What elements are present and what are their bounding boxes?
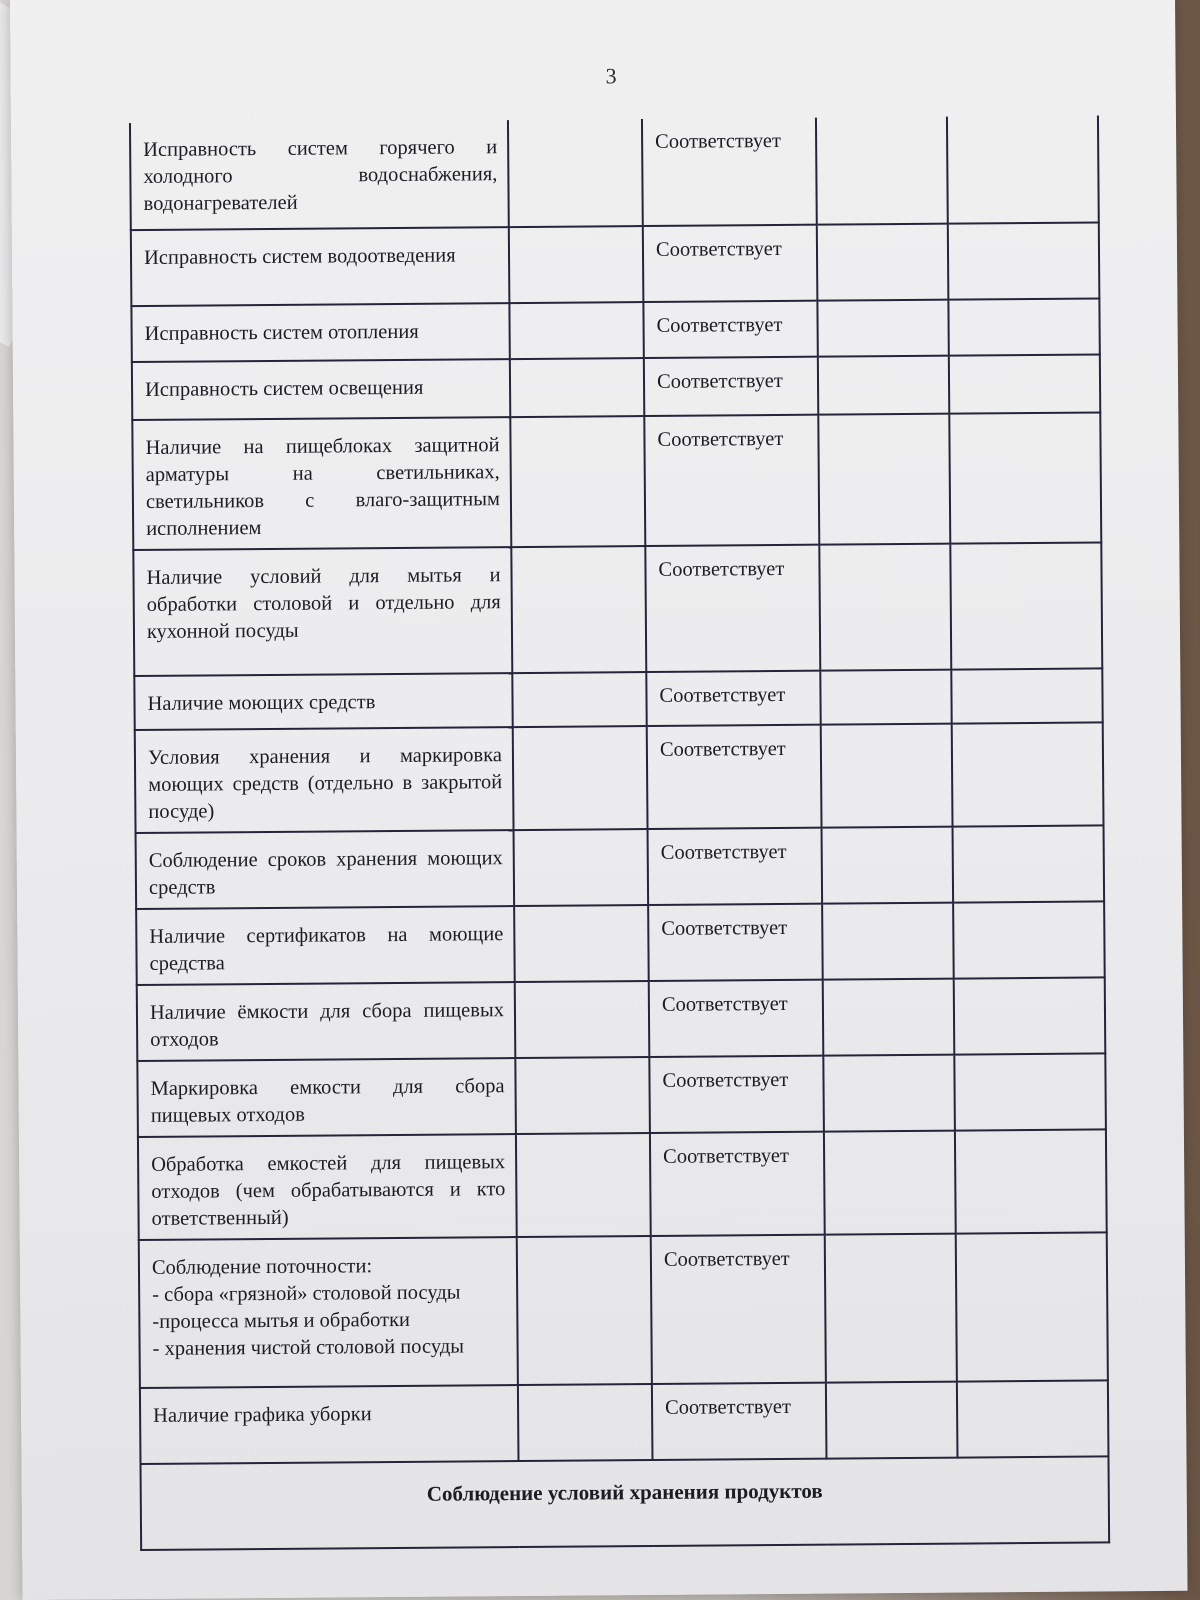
empty-cell <box>817 300 948 357</box>
empty-cell <box>825 1234 957 1383</box>
criterion-text: Наличие сертификатов на моющие средства <box>149 923 504 975</box>
status-cell <box>643 301 817 358</box>
empty-cell <box>518 1384 653 1461</box>
empty-cell <box>953 825 1105 902</box>
status-text: Соответствует <box>663 1144 790 1168</box>
empty-cell <box>510 358 644 417</box>
empty-cell <box>948 222 1100 299</box>
empty-cell <box>820 670 951 725</box>
status-text: Соответствует <box>659 737 786 761</box>
document-page <box>10 0 1188 1600</box>
status-cell <box>648 828 823 905</box>
status-text: Соответствует <box>662 1068 789 1092</box>
status-cell <box>649 1056 824 1133</box>
section-heading-cell <box>141 1456 1110 1550</box>
empty-cell <box>822 903 954 980</box>
criterion-text: Наличие графика уборки <box>153 1403 372 1427</box>
table-row <box>139 1232 1108 1388</box>
status-cell <box>652 1383 827 1460</box>
status-cell <box>642 118 817 226</box>
criterion-cell <box>131 227 510 306</box>
criterion-text: Соблюдение поточности: - сбора «грязной» столовой посуды -процесса мытья и обработки - хранения чистой столовой посуды <box>151 1255 465 1360</box>
criterion-cell <box>137 982 516 1061</box>
status-cell <box>647 725 822 829</box>
table-row <box>132 354 1100 420</box>
empty-cell <box>949 412 1101 543</box>
empty-cell <box>822 827 954 904</box>
empty-cell <box>512 672 646 727</box>
status-text: Соответствует <box>661 992 788 1016</box>
status-text: Соответствует <box>655 129 782 153</box>
empty-cell <box>514 905 649 982</box>
status-cell <box>650 1132 825 1236</box>
empty-cell <box>817 224 949 301</box>
empty-cell <box>950 542 1102 669</box>
empty-cell <box>826 1382 958 1459</box>
criterion-text: Исправность систем горячего и холодного водоснабжения, водонагревателей <box>143 136 498 215</box>
empty-cell <box>509 226 644 303</box>
empty-cell <box>948 298 1099 355</box>
empty-cell <box>517 1236 652 1385</box>
status-cell <box>645 545 820 672</box>
empty-cell <box>818 356 949 415</box>
criterion-cell <box>131 303 509 362</box>
empty-cell <box>816 117 948 225</box>
criterion-text: Маркировка емкости для сбора пищевых отходов <box>150 1075 505 1127</box>
empty-cell <box>954 977 1106 1054</box>
empty-cell <box>509 302 643 359</box>
status-cell <box>643 225 818 302</box>
criterion-cell <box>140 1385 519 1464</box>
empty-cell <box>955 1129 1107 1233</box>
empty-cell <box>949 354 1100 413</box>
criterion-cell <box>135 727 514 833</box>
status-cell <box>649 980 824 1057</box>
table-row <box>131 222 1100 306</box>
empty-cell <box>824 1131 956 1235</box>
status-text: Соответствует <box>655 237 782 261</box>
table-row <box>135 722 1104 833</box>
section-heading: Соблюдение условий хранения продуктов <box>426 1478 823 1506</box>
table-row <box>137 1053 1106 1137</box>
empty-cell <box>515 1057 650 1134</box>
criterion-cell <box>130 120 509 230</box>
status-text: Соответствует <box>656 313 783 337</box>
status-text: Соответствует <box>663 1247 790 1271</box>
empty-cell <box>513 726 648 830</box>
criterion-cell <box>132 417 511 550</box>
status-text: Соответствует <box>657 427 784 451</box>
table-row <box>137 977 1106 1061</box>
status-text: Соответствует <box>661 916 788 940</box>
criterion-cell <box>132 359 510 420</box>
table-row <box>132 412 1101 550</box>
criterion-cell <box>138 1134 517 1240</box>
empty-cell <box>953 901 1105 978</box>
status-cell <box>651 1235 826 1384</box>
empty-cell <box>511 546 646 673</box>
status-cell <box>648 904 823 981</box>
empty-cell <box>818 414 950 545</box>
table-row <box>134 668 1102 730</box>
criterion-text: Наличие ёмкости для сбора пищевых отходов <box>149 999 505 1051</box>
empty-cell <box>516 1133 651 1237</box>
table-row <box>140 1380 1109 1464</box>
criterion-text: Обработка емкостей для пищевых отходов (чем обрабатываются и кто ответственный) <box>151 1151 506 1230</box>
table-row <box>136 825 1105 909</box>
page-number: 3 <box>605 63 617 89</box>
criterion-text: Наличие моющих средств <box>147 691 376 715</box>
empty-cell <box>952 722 1104 826</box>
table-row <box>130 115 1099 230</box>
criterion-text: Условия хранения и маркировка моющих средств (отдельно в закрытой посуде) <box>147 744 503 823</box>
empty-cell <box>819 544 951 671</box>
criterion-text: Соблюдение сроков хранения моющих средств <box>148 847 503 899</box>
empty-cell <box>954 1053 1106 1130</box>
criterion-cell <box>139 1237 518 1388</box>
criterion-text: Исправность систем освещения <box>144 376 424 401</box>
empty-cell <box>514 829 649 906</box>
section-row <box>141 1456 1110 1550</box>
status-cell <box>644 357 818 416</box>
table-row <box>133 542 1102 676</box>
criterion-cell <box>133 547 512 676</box>
empty-cell <box>947 115 1099 223</box>
criterion-cell <box>137 1058 516 1137</box>
table-row <box>131 298 1099 362</box>
empty-cell <box>821 724 953 828</box>
criterion-cell <box>134 673 512 730</box>
status-text: Соответствует <box>664 1395 791 1419</box>
table-row <box>136 901 1105 985</box>
empty-cell <box>510 416 645 547</box>
criterion-text: Наличие условий для мытья и обработки столовой и отдельно для кухонной посуды <box>146 564 501 643</box>
empty-cell <box>951 668 1102 723</box>
status-cell <box>646 671 820 726</box>
empty-cell <box>515 981 650 1058</box>
criterion-text: Наличие на пищеблоках защитной арматуры на светильниках, светильников с влаго-защитным исполнением <box>145 434 501 540</box>
empty-cell <box>508 119 643 227</box>
empty-cell <box>823 1055 955 1132</box>
criterion-text: Исправность систем водоотведения <box>143 244 456 269</box>
status-cell <box>644 415 819 546</box>
status-text: Соответствует <box>658 557 785 581</box>
empty-cell <box>956 1232 1108 1381</box>
criterion-text: Исправность систем отопления <box>144 320 419 345</box>
inspection-checklist-table <box>129 115 1110 1551</box>
status-text: Соответствует <box>656 369 783 393</box>
table-row <box>138 1129 1107 1240</box>
status-text: Соответствует <box>659 683 786 707</box>
status-text: Соответствует <box>660 840 787 864</box>
criterion-cell <box>136 830 515 909</box>
empty-cell <box>957 1380 1109 1457</box>
criterion-cell <box>136 906 515 985</box>
empty-cell <box>823 979 955 1056</box>
